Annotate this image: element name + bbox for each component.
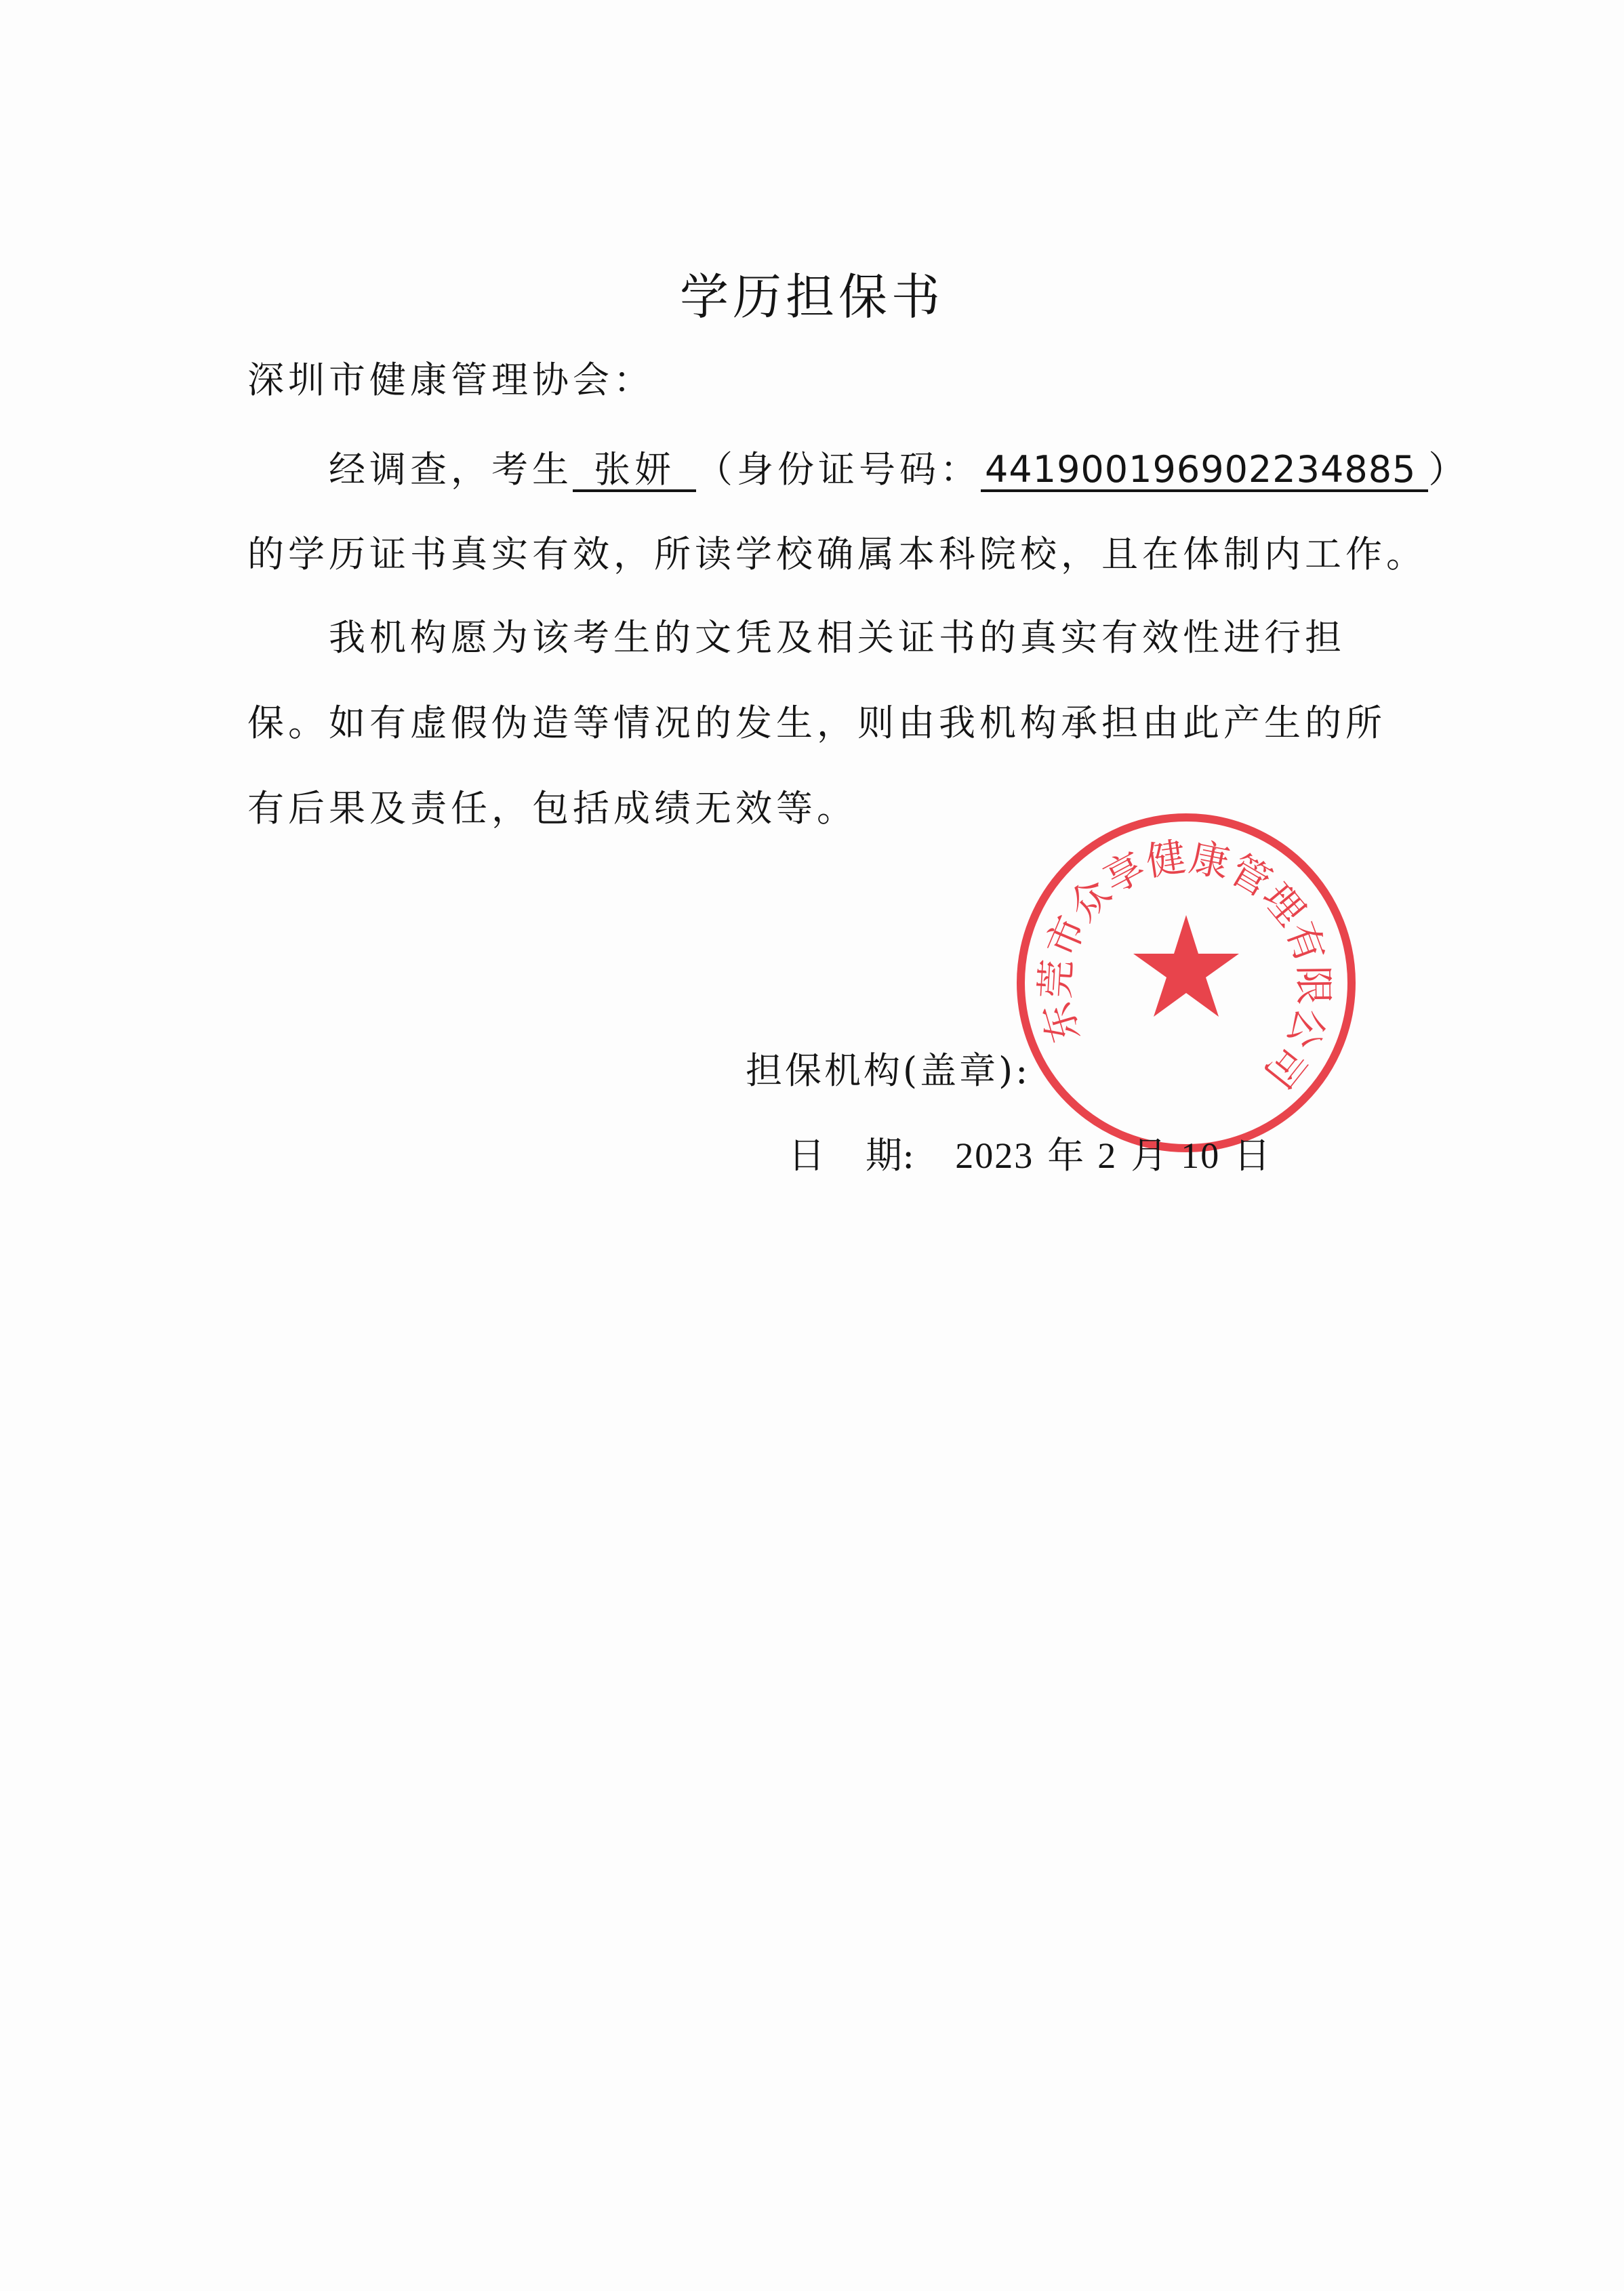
seal-text: 东莞市众享健康管理有限公司 [1032,833,1337,1097]
date-label-second-char: 期: [866,1134,915,1177]
date-label-first-char: 日 [788,1134,825,1177]
date-line [788,1127,1270,1179]
para1-id-suffix: ） [1428,448,1469,491]
recipient-line: 深圳市健康管理协会： [247,359,654,401]
seal-graphic [1017,813,1356,1152]
id-number-field: 441900196902234885 [981,451,1428,492]
company-seal [1017,813,1356,1152]
paragraph-2-line-3: 有后果及责任，包括成绩无效等。 [247,787,857,830]
date-day: 10 [1181,1135,1221,1176]
signature-line: 担保机构(盖章): [746,1049,1031,1092]
date-year-unit: 年 [1047,1134,1084,1177]
date-day-unit: 日 [1234,1134,1271,1177]
seal-star-icon [1133,915,1239,1017]
candidate-name-field: 张妍 [573,451,696,492]
paragraph-2-line-2: 保。如有虚假伪造等情况的发生，则由我机构承担由此产生的所 [247,702,1386,744]
date-month-unit: 月 [1131,1134,1168,1177]
date-month: 2 [1097,1135,1118,1176]
document-title: 学历担保书 [679,268,944,325]
para1-prefix: 经调查，考生 [329,448,573,491]
date-year: 2023 [955,1135,1034,1176]
paragraph-1-line-1 [329,441,1469,493]
paragraph-2-line-1: 我机构愿为该考生的文凭及相关证书的真实有效性进行担 [329,616,1345,659]
paragraph-1-line-2: 的学历证书真实有效，所读学校确属本科院校，且在体制内工作。 [247,533,1427,575]
para1-id-prefix: （身份证号码： [696,448,981,491]
